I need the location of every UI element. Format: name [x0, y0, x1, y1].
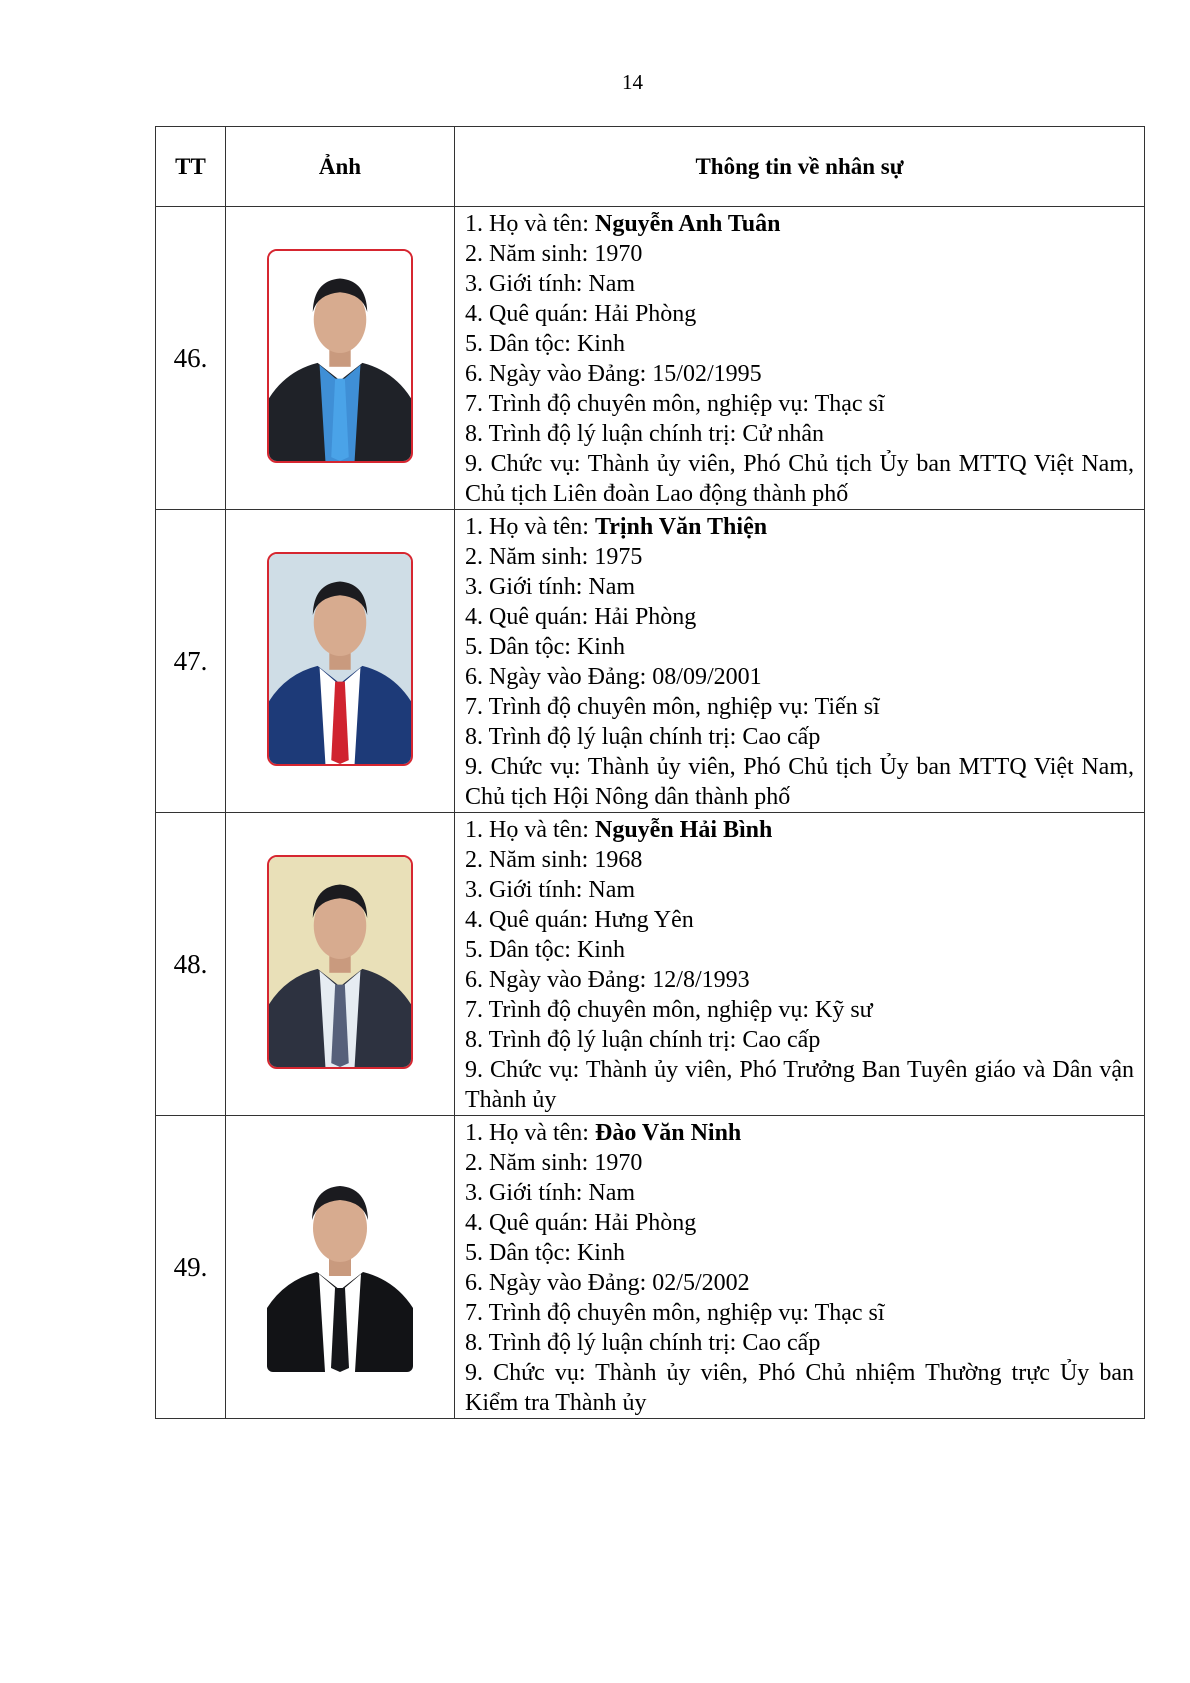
political-theory-level: 8. Trình độ lý luận chính trị: Cử nhân: [465, 421, 825, 447]
position: 9. Chức vụ: Thành ủy viên, Phó Chủ nhiệm Thường trực Ủy ban Kiểm tra Thành ủy: [465, 1360, 1134, 1416]
portrait-image: [267, 1158, 413, 1372]
info-cell: [455, 510, 1145, 813]
birth-year: 2. Năm sinh: 1975: [465, 544, 643, 570]
portrait-photo: [267, 1158, 413, 1372]
party-join-date: 6. Ngày vào Đảng: 12/8/1993: [465, 967, 750, 993]
party-join-date: 6. Ngày vào Đảng: 02/5/2002: [465, 1270, 750, 1296]
ethnicity: 5. Dân tộc: Kinh: [465, 1240, 625, 1266]
photo-cell: [226, 510, 455, 813]
info-cell: [455, 813, 1145, 1116]
gender: 3. Giới tính: Nam: [465, 574, 636, 600]
political-theory-level: 8. Trình độ lý luận chính trị: Cao cấp: [465, 724, 821, 750]
full-name: Nguyễn Anh Tuân: [594, 211, 781, 237]
full-name-line: [465, 512, 1134, 542]
position: 9. Chức vụ: Thành ủy viên, Phó Chủ tịch Ủy ban MTTQ Việt Nam, Chủ tịch Hội Nông dân thành phố: [465, 754, 1134, 810]
professional-qualification: 7. Trình độ chuyên môn, nghiệp vụ: Kỹ sư: [465, 997, 873, 1023]
full-name-label: 1. Họ và tên:: [465, 817, 595, 843]
birth-year: 2. Năm sinh: 1968: [465, 847, 643, 873]
portrait-image: [269, 251, 411, 461]
row-number: 48.: [156, 813, 226, 1116]
table-row: [156, 813, 1145, 1116]
gender: 3. Giới tính: Nam: [465, 877, 636, 903]
photo-cell: [226, 207, 455, 510]
row-number: 46.: [156, 207, 226, 510]
full-name-line: [465, 209, 1134, 239]
photo-cell: [226, 1116, 455, 1419]
political-theory-level: 8. Trình độ lý luận chính trị: Cao cấp: [465, 1027, 821, 1053]
table-row: [156, 207, 1145, 510]
full-name-line: [465, 1118, 1134, 1148]
full-name: Trịnh Văn Thiện: [594, 514, 768, 540]
full-name-line: [465, 815, 1134, 845]
photo-cell: [226, 813, 455, 1116]
portrait-photo: [267, 249, 413, 463]
professional-qualification: 7. Trình độ chuyên môn, nghiệp vụ: Thạc sĩ: [465, 391, 885, 417]
portrait-image: [269, 554, 411, 764]
party-join-date: 6. Ngày vào Đảng: 08/09/2001: [465, 664, 762, 690]
ethnicity: 5. Dân tộc: Kinh: [465, 331, 625, 357]
full-name: Đào Văn Ninh: [594, 1120, 742, 1146]
row-number: 49.: [156, 1116, 226, 1419]
professional-qualification: 7. Trình độ chuyên môn, nghiệp vụ: Tiến sĩ: [465, 694, 880, 720]
portrait-photo: [267, 855, 413, 1069]
full-name: Nguyễn Hải Bình: [594, 817, 773, 843]
birth-year: 2. Năm sinh: 1970: [465, 1150, 643, 1176]
hometown: 4. Quê quán: Hưng Yên: [465, 907, 694, 933]
personnel-table: [155, 126, 1145, 1419]
header-photo: Ảnh: [226, 127, 455, 207]
table-header-row: [156, 127, 1145, 207]
position: 9. Chức vụ: Thành ủy viên, Phó Chủ tịch Ủy ban MTTQ Việt Nam, Chủ tịch Liên đoàn Lao động thành phố: [465, 451, 1134, 507]
gender: 3. Giới tính: Nam: [465, 271, 636, 297]
ethnicity: 5. Dân tộc: Kinh: [465, 937, 625, 963]
gender: 3. Giới tính: Nam: [465, 1180, 636, 1206]
full-name-label: 1. Họ và tên:: [465, 1120, 595, 1146]
header-tt: TT: [156, 127, 226, 207]
info-cell: [455, 207, 1145, 510]
ethnicity: 5. Dân tộc: Kinh: [465, 634, 625, 660]
party-join-date: 6. Ngày vào Đảng: 15/02/1995: [465, 361, 762, 387]
professional-qualification: 7. Trình độ chuyên môn, nghiệp vụ: Thạc sĩ: [465, 1300, 885, 1326]
table-row: [156, 510, 1145, 813]
header-info: Thông tin về nhân sự: [455, 127, 1145, 207]
portrait-image: [269, 857, 411, 1067]
hometown: 4. Quê quán: Hải Phòng: [465, 604, 697, 630]
page-number: 14: [622, 70, 643, 94]
info-cell: [455, 1116, 1145, 1419]
row-number: 47.: [156, 510, 226, 813]
full-name-label: 1. Họ và tên:: [465, 514, 595, 540]
political-theory-level: 8. Trình độ lý luận chính trị: Cao cấp: [465, 1330, 821, 1356]
position: 9. Chức vụ: Thành ủy viên, Phó Trưởng Ban Tuyên giáo và Dân vận Thành ủy: [465, 1057, 1134, 1113]
hometown: 4. Quê quán: Hải Phòng: [465, 301, 697, 327]
hometown: 4. Quê quán: Hải Phòng: [465, 1210, 697, 1236]
portrait-photo: [267, 552, 413, 766]
birth-year: 2. Năm sinh: 1970: [465, 241, 643, 267]
table-row: [156, 1116, 1145, 1419]
full-name-label: 1. Họ và tên:: [465, 211, 595, 237]
